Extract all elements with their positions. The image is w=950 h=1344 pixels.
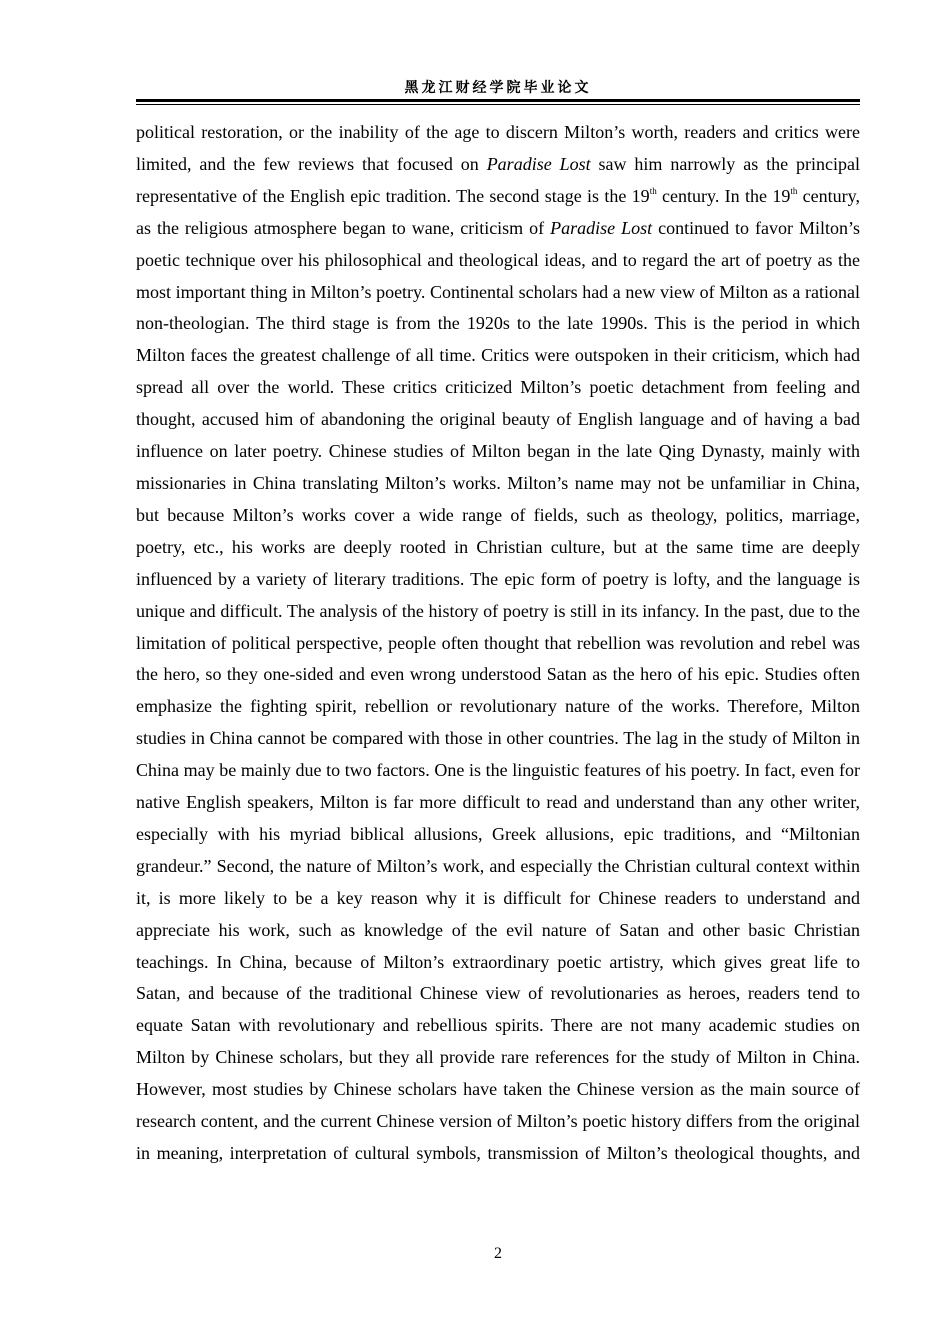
ordinal-superscript: th [649, 185, 657, 196]
body-text-segment: political restoration, or the inability of the age to discern Milton’s worth, readers and critics were limited, and the few reviews that focused on [136, 122, 860, 174]
page-header-title: 黑龙江财经学院毕业论文 [404, 80, 592, 96]
header-rule-thin [136, 104, 860, 105]
body-text-segment: continued to favor Milton’s poetic technique over his philosophical and theological ideas, and to regard the art of poetry as the most important thing in Milton’s poetry. Continental scholars had a new view of Milton as a rational non-theologian. The third stage is from the 1920s to the late 1990s. This is the period in which Milton faces the greatest challenge of all time. Critics were outspoken in their criticism, which had spread all over the world. These critics criticized Milton’s poetic detachment from feeling and thought, accused him of abandoning the original beauty of English language and of having a bad influence on later poetry. Chinese studies of Milton began in the late Qing Dynasty, mainly with missionaries in China translating Milton’s works. Milton’s name may not be unfamiliar in China, but because Milton’s works cover a wide range of fields, such as theology, politics, marriage, poetry, etc., his works are deeply rooted in Christian culture, but at the same time are deeply influenced by a variety of literary traditions. The epic form of poetry is lofty, and the language is unique and difficult. The analysis of the history of poetry is still in its infancy. In the past, due to the limitation of political perspective, people often thought that rebellion was revolution and rebel was the hero, so they one-sided and even wrong understood Satan as the hero of his epic. Studies often emphasize the fighting spirit, rebellion or revolutionary nature of the works. Therefore, Milton studies in China cannot be compared with those in other countries. The lag in the study of Milton in China may be mainly due to two factors. One is the linguistic features of his poetry. In fact, even for native English speakers, Milton is far more difficult to read and understand than any other writer, especially with his myriad biblical allusions, Greek allusions, epic traditions, and “Miltonian grandeur.” Second, the nature of Milton’s work, and especially the Christian cultural context within it, is more likely to be a key reason why it is difficult for Chinese readers to understand and appreciate his work, such as knowledge of the evil nature of Satan and other basic Christian teachings. In China, because of Milton’s extraordinary poetic artistry, which gives great life to Satan, and because of the traditional Chinese view of revolutionaries as heroes, readers tend to equate Satan with revolutionary and rebellious spirits. There are not many academic studies on Milton by Chinese scholars, but they all provide rare references for the study of Milton in China. However, most studies by Chinese scholars have taken the Chinese version as the main source of research content, and the current Chinese version of Milton’s poetic history differs from the original in meaning, interpretation of cultural symbols, transmission of Milton’s theological thoughts, and [136, 217, 860, 1163]
work-title-paradise-lost: Paradise Lost [550, 217, 653, 238]
work-title-paradise-lost: Paradise Lost [486, 153, 591, 174]
page-number: 2 [494, 1245, 502, 1262]
header-rule-thick [136, 99, 860, 102]
body-text-segment: century. In the 19 [656, 185, 791, 206]
ordinal-superscript: th [790, 185, 798, 196]
body-paragraph [136, 117, 860, 1170]
body-text-segment: saw him narrowly as the principal representative of the English epic tradition. The second stage is the 19 [136, 153, 860, 206]
body-text-segment: century, as the religious atmosphere began to wane, criticism of [136, 185, 860, 238]
